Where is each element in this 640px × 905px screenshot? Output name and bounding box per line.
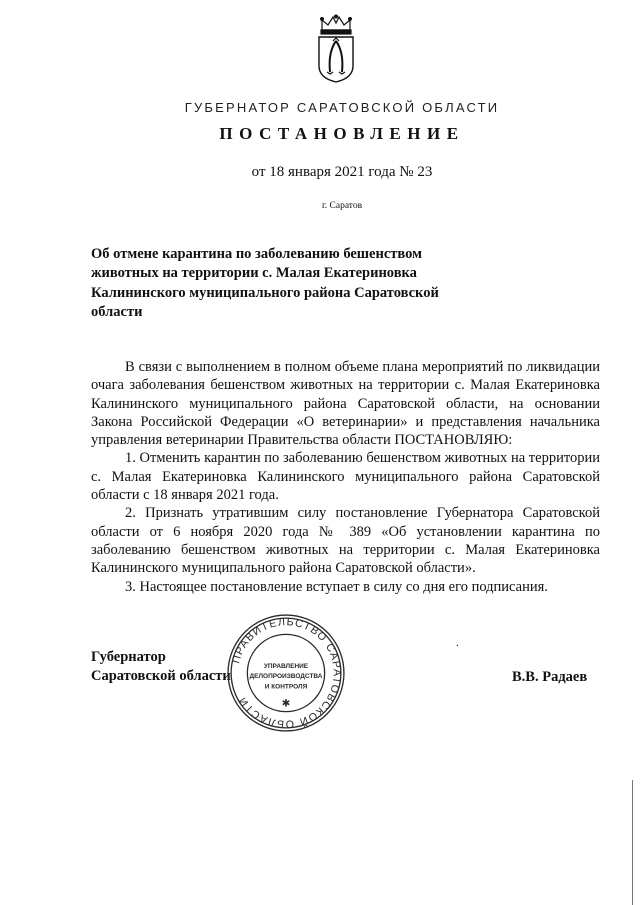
- stamp-ring-text: ПРАВИТЕЛЬСТВО САРАТОВСКОЙ ОБЛАСТИ: [230, 616, 343, 730]
- signatory-title-line: Губернатор: [91, 649, 166, 665]
- subject-line: Об отмене карантина по заболеванию бешенством: [91, 246, 422, 262]
- stamp-center-line: И КОНТРОЛЯ: [264, 683, 308, 691]
- stamp-star: ✱: [281, 698, 291, 710]
- stamp-center-line: ДЕЛОПРОИЗВОДСТВА: [249, 673, 323, 681]
- clause-3: 3. Настоящее постановление вступает в силу со дня его подписания.: [125, 578, 548, 595]
- document-subject: [91, 245, 467, 322]
- document-city: г. Саратов: [321, 201, 363, 211]
- document-body: [91, 358, 600, 596]
- signatory-name: В.В. Радаев: [512, 669, 588, 685]
- scan-edge-line: [632, 780, 633, 905]
- document-type: ПОСТАНОВЛЕНИЕ: [219, 124, 465, 143]
- stamp-center-line: УПРАВЛЕНИЕ: [263, 662, 309, 670]
- official-stamp: [225, 612, 347, 734]
- signatory-title: [91, 648, 231, 686]
- subject-line: животных на территории с. Малая Екатериновка: [91, 265, 417, 282]
- issuing-authority: ГУБЕРНАТОР САРАТОВСКОЙ ОБЛАСТИ: [184, 100, 500, 115]
- subject-line: области: [91, 303, 143, 320]
- clause-2: 2. Признать утратившим силу постановление Губернатора Саратовской области от 6 ноября 2020 года № 389 «Об установлении карантина по заболеванию бешенством животных на территории с. Малая Екатериновка Калининского муниципального района Саратовской области».: [91, 505, 600, 577]
- document-date-number: от 18 января 2021 года № 23: [251, 164, 433, 180]
- scan-speck: .: [456, 637, 459, 649]
- signatory-title-line: Саратовской области: [91, 668, 231, 684]
- subject-line: Калининского муниципального района Саратовской: [91, 284, 439, 301]
- clause-1: 1. Отменить карантин по заболеванию бешенством животных на территории с. Малая Екатериновка Калининского муниципального района Саратовской области с 18 января 2021 года.: [91, 450, 600, 504]
- preamble-paragraph: В связи с выполнением в полном объеме плана мероприятий по ликвидации очага заболевания бешенством животных на территории с. Малая Екатериновка Калининского муниципального района Саратовской области, на основании Закона Российской Федерации «О ветеринарии» и представления начальника управления ветеринарии Правительства области ПОСТАНОВЛЯЮ:: [91, 359, 600, 449]
- saratov-coat-of-arms-icon: [313, 14, 359, 84]
